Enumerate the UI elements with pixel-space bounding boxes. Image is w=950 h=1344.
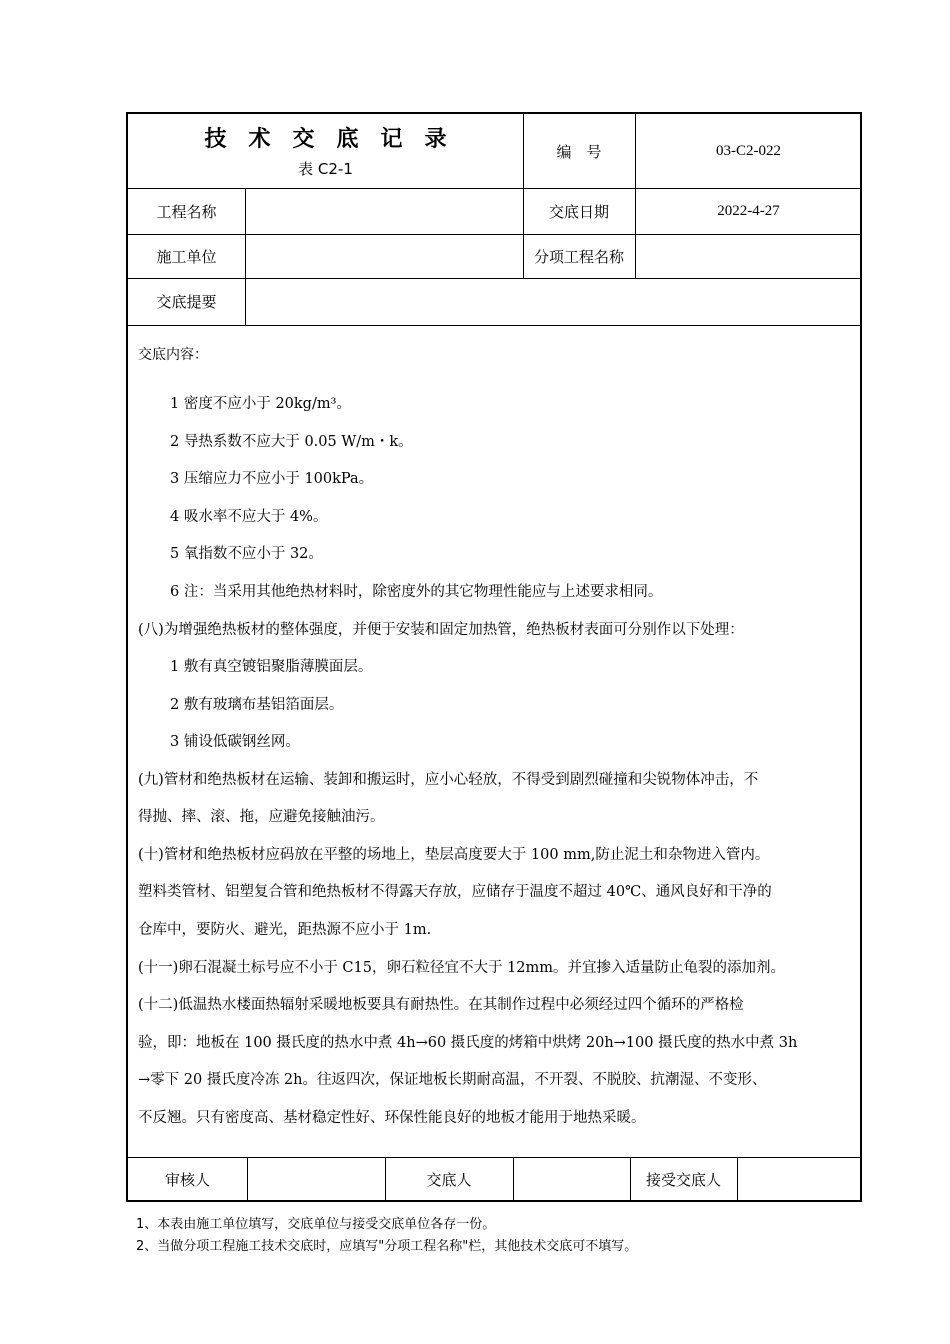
- content-line: 塑料类管材、铝塑复合管和绝热板材不得露天存放，应储存于温度不超过 40℃、通风良好和干净的: [138, 884, 772, 900]
- content-line: 验，即：地板在 100 摄氏度的热水中煮 4h→60 摄氏度的烤箱中烘烤 20h→100 摄氏度的热水中煮 3h: [138, 1035, 798, 1051]
- note-line: 2、当做分项工程施工技术交底时，应填写"分项工程名称"栏，其他技术交底可不填写。: [136, 1239, 638, 1254]
- reviewer-label: 审核人: [164, 1171, 210, 1189]
- project-name-label: 工程名称: [156, 202, 217, 221]
- form-title: 技术交底记录: [204, 127, 469, 152]
- content-line: 2 敷有玻璃布基铝箔面层。: [170, 697, 344, 713]
- presenter-label: 交底人: [426, 1171, 472, 1189]
- construction-unit-label: 施工单位: [156, 247, 217, 266]
- subproject-name-label: 分项工程名称: [533, 247, 624, 266]
- content-line: (八)为增强绝热板材的整体强度，并便于安装和固定加热管，绝热板材表面可分别作以下处理：: [138, 622, 744, 638]
- divider: [128, 325, 860, 326]
- technical-disclosure-form: [126, 112, 862, 1202]
- content-line: 不反翘。只有密度高、基材稳定性好、环保性能良好的地板才能用于地热采暖。: [138, 1110, 646, 1126]
- content-line: 仓库中，要防火、避光，距热源不应小于 1m.: [138, 922, 432, 938]
- content-line: (十二)低温热水楼面热辐射采暖地板要具有耐热性。在其制作过程中必须经过四个循环的严格检: [138, 997, 744, 1013]
- content-line: (十)管材和绝热板材应码放在平整的场地上，垫层高度要大于 100 mm,防止泥土和杂物进入管内。: [138, 847, 770, 863]
- summary-value[interactable]: [245, 278, 862, 325]
- content-line: 4 吸水率不应大于 4%。: [170, 509, 328, 525]
- reviewer-value[interactable]: [247, 1157, 385, 1202]
- content-line: 3 铺设低碳钢丝网。: [170, 734, 300, 750]
- content-line: →零下 20 摄氏度冷冻 2h。往返四次，保证地板长期耐高温，不开裂、不脱胶、抗潮湿、不变形、: [138, 1072, 767, 1088]
- content-line: (十一)卵石混凝土标号应不小于 C15，卵石粒径宜不大于 12mm。并宜掺入适量防止龟裂的添加剂。: [138, 960, 786, 976]
- subproject-name-value[interactable]: [635, 234, 862, 278]
- summary-label: 交底提要: [156, 293, 217, 311]
- content-line: 1 密度不应小于 20kg/m³。: [170, 396, 351, 412]
- content-line: 6 注：当采用其他绝热材料时，除密度外的其它物理性能应与上述要求相同。: [170, 584, 663, 600]
- form-code: 表 C2-1: [298, 160, 353, 178]
- date-label: 交底日期: [548, 202, 609, 221]
- content-line: 2 导热系数不应大于 0.05 W/m・k。: [170, 434, 413, 450]
- date-value[interactable]: 2022-4-27: [717, 202, 780, 219]
- project-name-value[interactable]: [245, 188, 523, 234]
- number-value: 03-C2-022: [716, 142, 781, 159]
- note-line: 1、本表由施工单位填写，交底单位与接受交底单位各存一份。: [136, 1217, 496, 1232]
- construction-unit-value[interactable]: [245, 234, 523, 278]
- presenter-value[interactable]: [513, 1157, 630, 1202]
- content-label: 交底内容：: [138, 347, 208, 363]
- content-line: 5 氧指数不应小于 32。: [170, 546, 323, 562]
- content-line: 3 压缩应力不应小于 100kPa。: [170, 471, 374, 487]
- form-notes: [136, 1214, 637, 1258]
- content-line: (九)管材和绝热板材在运输、装卸和搬运时，应小心轻放，不得受到剧烈碰撞和尖锐物体冲击，不: [138, 772, 759, 788]
- receiver-label: 接受交底人: [645, 1171, 721, 1189]
- receiver-value[interactable]: [737, 1157, 862, 1202]
- content-line: 得抛、摔、滚、拖，应避免接触油污。: [138, 809, 385, 825]
- content-line: 1 敷有真空镀铝聚脂薄膜面层。: [170, 659, 373, 675]
- number-label: 编 号: [556, 142, 602, 161]
